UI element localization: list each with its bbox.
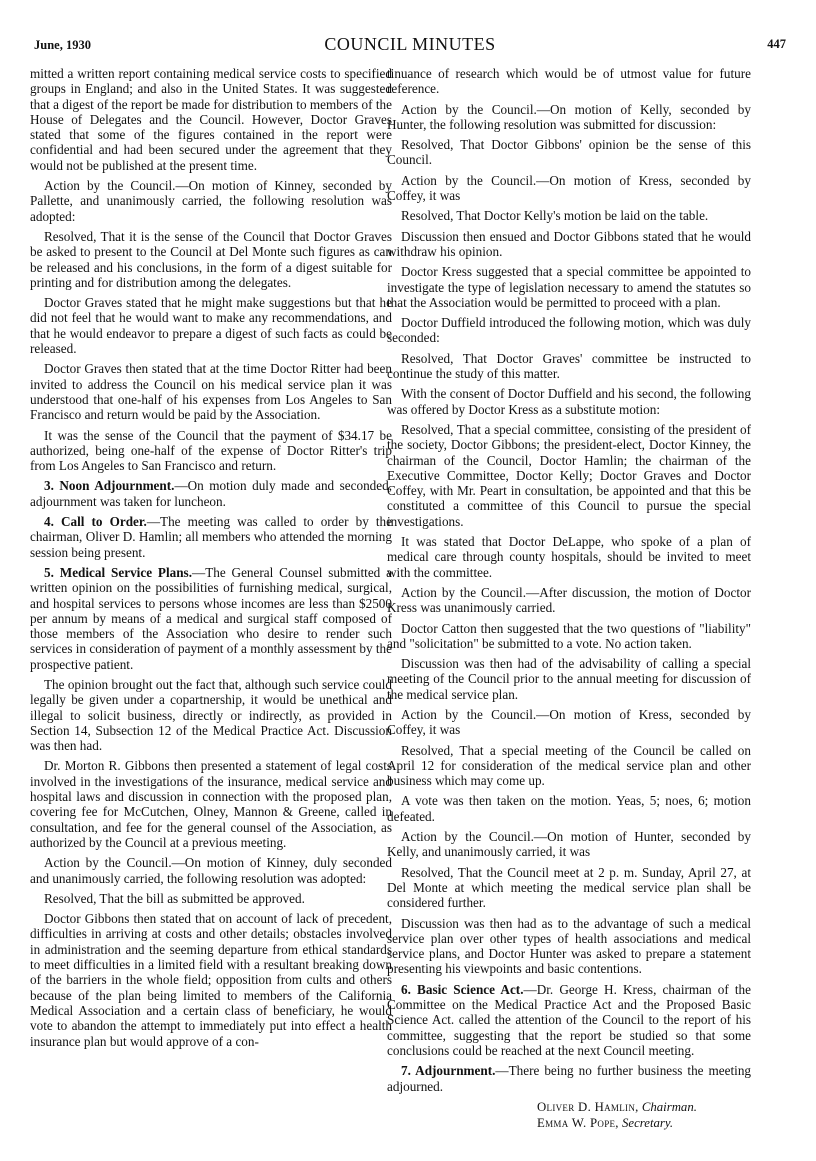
paragraph: mitted a written report containing medical service costs to specified groups in England; and also in the United States. It was suggested that a digest of the report be made for distribution to members of the House of Delegates and the Council. However, Doctor Graves stated that some of the figures contained in the report were confidential and had been secured under the agreement that they would not be published at the present time. [30, 66, 392, 173]
paragraph: The opinion brought out the fact that, although such service could legally be given under a copartnership, it would be unethical and illegal to solicit business, directly or indirectly, as provided in Section 14, Subsection 12 of the Medical Practice Act. Discussion was then had. [30, 676, 392, 754]
paragraph: Resolved, That Doctor Gibbons' opinion be the sense of this Council. [387, 137, 751, 168]
signature-secretary [387, 1115, 751, 1131]
page-header [34, 34, 786, 56]
right-column [387, 66, 751, 1131]
paragraph: Resolved, That Doctor Graves' committee be instructed to continue the study of this matter. [387, 350, 751, 382]
paragraph: Dr. Morton R. Gibbons then presented a statement of legal costs involved in the investigations of the insurance, medical service and hospital laws and discussion in connection with the proposed plan, covering fee for McCutchen, Olney, Mannon & Greene, called in consultation, and fee for the general counsel of the Association, as authorized by the Council at a previous meeting. [30, 758, 392, 850]
signer-name: Oliver D. Hamlin, [537, 1099, 639, 1114]
paragraph: With the consent of Doctor Duffield and his second, the following was offered by Doctor Kress as a substitute motion: [387, 386, 751, 417]
section-noon-adjournment [30, 478, 392, 509]
section-body: —On motion duly made and seconded, adjournment was taken for luncheon. [30, 478, 392, 509]
paragraph: Action by the Council.—On motion of Kelly, seconded by Hunter, the following resolution was submitted for discussion: [387, 101, 751, 132]
paragraph: Action by the Council.—On motion of Hunter, seconded by Kelly, and unanimously carried, it was [387, 829, 751, 860]
paragraph: Discussion was then had as to the advantage of such a medical service plan over other types of health associations and medical service plans, and Doctor Hunter was asked to prepare a statement presenting his viewpoints and basic contentions. [387, 915, 751, 977]
section-body: —There being no further business the meeting adjourned. [387, 1063, 752, 1094]
paragraph: Resolved, That the Council meet at 2 p. m. Sunday, April 27, at Del Monte at which meeting the medical service plan shall be considered further. [387, 864, 751, 911]
paragraph: Action by the Council.—On motion of Kinney, duly seconded and unanimously carried, the following resolution was adopted: [30, 855, 392, 886]
paragraph: Discussion was then had of the advisability of calling a special meeting of the Council prior to the annual meeting for discussion of the medical service plan. [387, 656, 751, 702]
signature-chairman [387, 1099, 751, 1115]
paragraph: Doctor Catton then suggested that the two questions of "liability" and "solicitation" be submitted to a vote. No action taken. [387, 620, 751, 651]
section-call-to-order [30, 514, 392, 560]
section-medical-service-plans [30, 565, 392, 672]
section-body: —Dr. George H. Kress, chairman of the Committee on the Medical Practice Act and the Proposed Basic Science Act. called the attention of the Council to the report of his committee, suggesting that the report be studied so that some conclusions could be reached at the next Council meeting. [387, 981, 751, 1058]
paragraph: Action by the Council.—On motion of Kress, seconded by Coffey, it was [387, 172, 751, 204]
paragraph: Resolved, That it is the sense of the Council that Doctor Graves be asked to present to the Council at Del Monte such figures as can be released and his conclusions, in the form of a digest suitable for printing and for distribution among the delegates. [30, 228, 392, 290]
paragraph: Resolved, That the bill as submitted be approved. [44, 890, 305, 906]
paragraph: Action by the Council.—After discussion, the motion of Doctor Kress was unanimously carried. [387, 584, 751, 616]
paragraph: Action by the Council.—On motion of Kress, seconded by Coffey, it was [387, 706, 751, 738]
paragraph: A vote was then taken on the motion. Yeas, 5; noes, 6; motion defeated. [387, 793, 751, 824]
section-adjournment [387, 1063, 751, 1094]
paragraph: tinuance of research which would be of utmost value for future reference. [387, 66, 751, 97]
section-heading: 5. Medical Service Plans. [44, 564, 192, 580]
paragraph: It was the sense of the Council that the payment of $34.17 be authorized, being one-half of the expense of Doctor Ritter's trip from Los Angeles to San Francisco and return. [30, 427, 392, 474]
issue-date: June, 1930 [34, 38, 91, 52]
paragraph: Resolved, That a special meeting of the Council be called on April 12 for consideration of the medical service plan and other business which may come up. [387, 742, 751, 789]
paragraph: Doctor Graves stated that he might make suggestions but that he did not feel that he would want to make any recommendations, and that he would endeavor to prepare a digest of such facts as could be released. [30, 295, 392, 357]
paragraph: Action by the Council.—On motion of Kinney, seconded by Pallette, and unanimously carried, the following resolution was adopted: [30, 178, 392, 224]
section-body: —The meeting was called to order by the chairman, Oliver D. Hamlin; all members who attended the morning session being present. [30, 514, 392, 560]
page-number: 447 [767, 37, 786, 51]
signer-role: Chairman. [641, 1099, 697, 1114]
section-body: —The General Counsel submitted a written opinion on the possibilities of furnishing medical, surgical, and hospital services to persons whose incomes are less than $2500 per annum by means of a medical and surgical staff composed of those members of the Association who desire to render such services in consideration of payment of a monthly assessment by the prospective patient. [30, 564, 392, 672]
paragraph: Doctor Duffield introduced the following motion, which was duly seconded: [387, 315, 751, 346]
section-basic-science-act [387, 982, 751, 1058]
paragraph: Doctor Kress suggested that a special committee be appointed to investigate the type of legislation necessary to amend the statutes so that the Association would be permitted to proceed with a plan. [387, 264, 751, 310]
paragraph: Doctor Graves then stated that at the time Doctor Ritter had been invited to address the Council on his medical service plan it was understood that one-half of his expenses from Los Angeles to San Francisco and return would be paid by the Association. [30, 361, 392, 423]
section-heading: 3. Noon Adjournment. [44, 478, 175, 494]
left-column [30, 66, 392, 1054]
paragraph: Discussion then ensued and Doctor Gibbons stated that he would withdraw his opinion. [387, 228, 751, 259]
section-heading: 4. Call to Order. [44, 514, 147, 530]
paragraph: Doctor Gibbons then stated that on account of lack of precedent, difficulties in arriving at costs and other details; obstacles involved in administration and the seeming departure from ethical standards to meet difficulties in a limited field with a resultant breaking down of the barriers in the whole field; opposition from cults and others because of the plan being limited to members of the California Medical Association and a certain class of beneficiary, he would vote to abandon the attempt to immediately put into effect a health insurance plan but would approve of a con- [30, 911, 392, 1049]
section-heading: 6. Basic Science Act. [401, 981, 524, 997]
paragraph: Resolved, That a special committee, consisting of the president of the society, Doctor Gibbons; the president-elect, Doctor Kinney, the chairman of the Council, Doctor Hamlin; the chairman of the Executive Committee, Doctor Kelly; Doctor Graves and Doctor Coffey, with Mr. Peart in consultation, be appointed and that this be constituted a committee of this Council to pursue the special investigations. [387, 421, 751, 529]
paragraph: Resolved, That Doctor Kelly's motion be laid on the table. [401, 208, 709, 224]
running-title: COUNCIL MINUTES [324, 34, 496, 54]
signer-name: Emma W. Pope, [537, 1115, 619, 1130]
signer-role: Secretary. [622, 1115, 674, 1130]
section-heading: 7. Adjournment. [401, 1063, 496, 1079]
paragraph: It was stated that Doctor DeLappe, who spoke of a plan of medical care through county hospitals, should be invited to meet with the committee. [387, 534, 751, 580]
